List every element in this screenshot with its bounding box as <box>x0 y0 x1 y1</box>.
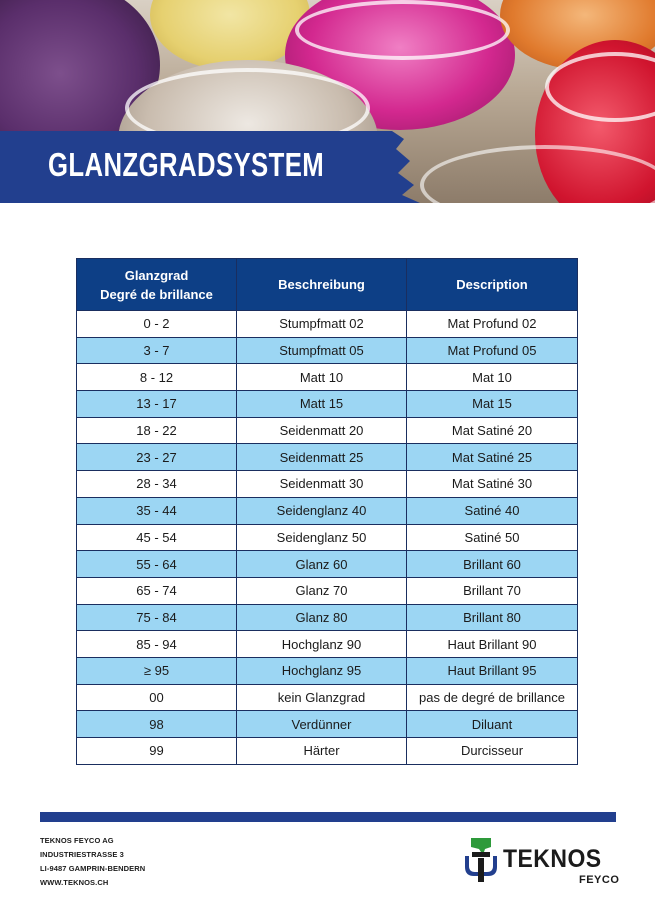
cell-gloss-range: 8 - 12 <box>77 364 237 391</box>
table-row <box>77 684 578 711</box>
logo-subtitle: FEYCO <box>579 874 620 886</box>
table-row <box>77 337 578 364</box>
cell-description: Mat 10 <box>407 364 578 391</box>
cell-beschreibung: Härter <box>237 738 407 765</box>
logo-wordmark: TEKNOS <box>503 845 602 873</box>
hero-image <box>0 0 655 203</box>
footer-divider <box>40 812 616 822</box>
cell-gloss-range: 55 - 64 <box>77 551 237 578</box>
jar-rim <box>420 145 655 203</box>
cell-beschreibung: Seidenglanz 40 <box>237 497 407 524</box>
cell-description: pas de degré de brillance <box>407 684 578 711</box>
cell-beschreibung: Stumpfmatt 05 <box>237 337 407 364</box>
cell-description: Brillant 70 <box>407 577 578 604</box>
header-gloss-level-de: Glanzgrad <box>124 267 189 283</box>
cell-gloss-range: 65 - 74 <box>77 577 237 604</box>
cell-beschreibung: Glanz 80 <box>237 604 407 631</box>
cell-gloss-range: 35 - 44 <box>77 497 237 524</box>
header-gloss-level-fr: Degré de brillance <box>100 286 213 302</box>
company-address <box>40 834 145 890</box>
table-row <box>77 738 578 765</box>
cell-description: Mat Profund 02 <box>407 311 578 338</box>
header-description-fr: Description <box>407 259 578 311</box>
cell-description: Mat Satiné 25 <box>407 444 578 471</box>
cell-description: Mat Satiné 30 <box>407 471 578 498</box>
cell-beschreibung: Seidenmatt 30 <box>237 471 407 498</box>
address-city: LI-9487 GAMPRIN-BENDERN <box>40 864 146 873</box>
table-row <box>77 391 578 418</box>
table-row <box>77 311 578 338</box>
cell-beschreibung: Glanz 60 <box>237 551 407 578</box>
cell-description: Brillant 60 <box>407 551 578 578</box>
cell-gloss-range: 99 <box>77 738 237 765</box>
page-title: GLANZGRADSYSTEM <box>48 146 325 183</box>
cell-description: Mat 15 <box>407 391 578 418</box>
address-street: INDUSTRIESTRASSE 3 <box>40 850 124 859</box>
cell-description: Haut Brillant 95 <box>407 657 578 684</box>
table-row <box>77 551 578 578</box>
cell-beschreibung: Glanz 70 <box>237 577 407 604</box>
cell-gloss-range: 23 - 27 <box>77 444 237 471</box>
cell-beschreibung: Seidenglanz 50 <box>237 524 407 551</box>
table-row <box>77 577 578 604</box>
cell-description: Satiné 40 <box>407 497 578 524</box>
cell-description: Satiné 50 <box>407 524 578 551</box>
cell-gloss-range: 75 - 84 <box>77 604 237 631</box>
cell-gloss-range: 85 - 94 <box>77 631 237 658</box>
cell-gloss-range: 98 <box>77 711 237 738</box>
cell-description: Haut Brillant 90 <box>407 631 578 658</box>
cell-beschreibung: Seidenmatt 20 <box>237 417 407 444</box>
cell-beschreibung: Hochglanz 95 <box>237 657 407 684</box>
cell-gloss-range: 18 - 22 <box>77 417 237 444</box>
cell-gloss-range: 28 - 34 <box>77 471 237 498</box>
cell-description: Diluant <box>407 711 578 738</box>
table-row <box>77 444 578 471</box>
cell-beschreibung: Stumpfmatt 02 <box>237 311 407 338</box>
cell-description: Mat Profund 05 <box>407 337 578 364</box>
teknos-brush-logo-icon <box>463 836 499 884</box>
cell-gloss-range: 00 <box>77 684 237 711</box>
cell-gloss-range: 13 - 17 <box>77 391 237 418</box>
table-header-row <box>77 259 578 311</box>
table-row <box>77 364 578 391</box>
cell-beschreibung: kein Glanzgrad <box>237 684 407 711</box>
cell-beschreibung: Hochglanz 90 <box>237 631 407 658</box>
table-row <box>77 604 578 631</box>
jar-rim <box>295 0 510 60</box>
cell-gloss-range: 3 - 7 <box>77 337 237 364</box>
cell-description: Brillant 80 <box>407 604 578 631</box>
cell-beschreibung: Seidenmatt 25 <box>237 444 407 471</box>
table-row <box>77 417 578 444</box>
header-gloss-level <box>77 259 237 311</box>
address-company: TEKNOS FEYCO AG <box>40 836 114 845</box>
teknos-logo <box>463 836 623 888</box>
cell-beschreibung: Matt 10 <box>237 364 407 391</box>
table-row <box>77 471 578 498</box>
table-row <box>77 524 578 551</box>
table-row <box>77 631 578 658</box>
cell-description: Durcisseur <box>407 738 578 765</box>
address-website: WWW.TEKNOS.CH <box>40 878 109 887</box>
gloss-table <box>76 258 578 765</box>
table-row <box>77 657 578 684</box>
cell-gloss-range: 45 - 54 <box>77 524 237 551</box>
cell-beschreibung: Matt 15 <box>237 391 407 418</box>
cell-beschreibung: Verdünner <box>237 711 407 738</box>
header-description-de: Beschreibung <box>237 259 407 311</box>
cell-gloss-range: ≥ 95 <box>77 657 237 684</box>
cell-description: Mat Satiné 20 <box>407 417 578 444</box>
table-row <box>77 711 578 738</box>
cell-gloss-range: 0 - 2 <box>77 311 237 338</box>
table-row <box>77 497 578 524</box>
